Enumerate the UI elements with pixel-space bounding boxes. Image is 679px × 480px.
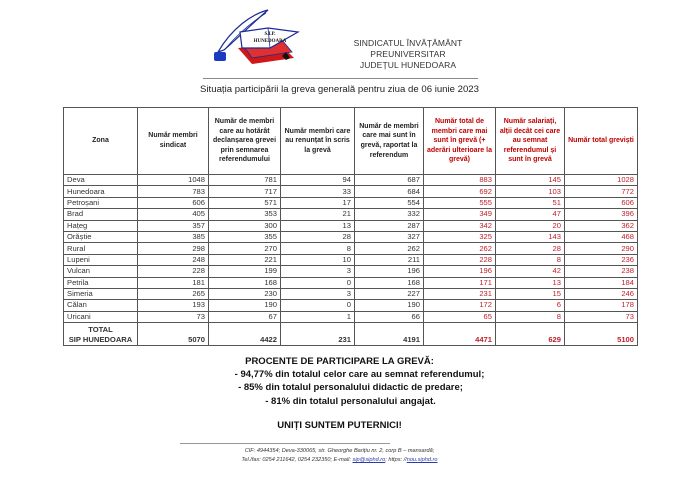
footer-https-label: ; https: //	[385, 457, 407, 463]
table-total-row	[64, 323, 638, 346]
cell-referendum: 230	[209, 288, 281, 299]
header-divider	[203, 78, 478, 79]
organization-name	[318, 38, 498, 71]
table-row	[64, 209, 638, 220]
footer-contact-line	[0, 456, 679, 465]
cell-alti-salariati: 8	[496, 254, 565, 265]
total-referendum: 4422	[209, 323, 281, 346]
cell-zona: Simeria	[64, 288, 138, 299]
cell-total-in-greva: 196	[424, 266, 496, 277]
logo-text-sip: S.I.P.	[264, 32, 276, 37]
table-row	[64, 220, 638, 231]
cell-membri: 181	[138, 277, 209, 288]
cell-total-grevisti: 362	[565, 220, 638, 231]
cell-in-greva: 196	[355, 266, 424, 277]
cell-alti-salariati: 51	[496, 197, 565, 208]
cell-zona: Petroșani	[64, 197, 138, 208]
cell-total-in-greva: 172	[424, 300, 496, 311]
table-row	[64, 197, 638, 208]
cell-in-greva: 66	[355, 311, 424, 322]
cell-referendum: 571	[209, 197, 281, 208]
cell-in-greva: 262	[355, 243, 424, 254]
cell-zona: Hațeg	[64, 220, 138, 231]
table-row	[64, 175, 638, 186]
cell-membri: 265	[138, 288, 209, 299]
column-header-in-greva: Număr de membri care mai sunt în grevă, raportat la referendum	[355, 108, 424, 175]
cell-membri: 248	[138, 254, 209, 265]
email-link[interactable]: sip@siphd.ro	[352, 457, 386, 463]
cell-in-greva: 332	[355, 209, 424, 220]
footer-address: CIF: 4944354; Deva-330065, str. Gheorghe Barițiu nr. 2, corp B – mansardă;	[244, 448, 435, 454]
sip-hunedoara-logo	[212, 8, 302, 66]
cell-alti-salariati: 47	[496, 209, 565, 220]
cell-zona: Vulcan	[64, 266, 138, 277]
cell-alti-salariati: 103	[496, 186, 565, 197]
cell-membri: 298	[138, 243, 209, 254]
cell-referendum: 190	[209, 300, 281, 311]
cell-alti-salariati: 42	[496, 266, 565, 277]
cell-renuntat: 28	[281, 231, 355, 242]
cell-total-grevisti: 246	[565, 288, 638, 299]
cell-renuntat: 21	[281, 209, 355, 220]
cell-in-greva: 684	[355, 186, 424, 197]
cell-alti-salariati: 13	[496, 277, 565, 288]
cell-referendum: 270	[209, 243, 281, 254]
column-header-zona: Zona	[64, 108, 138, 175]
cell-total-in-greva: 171	[424, 277, 496, 288]
cell-alti-salariati: 143	[496, 231, 565, 242]
cell-in-greva: 168	[355, 277, 424, 288]
cell-in-greva: 287	[355, 220, 424, 231]
percentage-item-angajat: - 81% din totalul personalului angajat.	[265, 395, 436, 407]
cell-total-in-greva: 692	[424, 186, 496, 197]
cell-membri: 1048	[138, 175, 209, 186]
cell-total-grevisti: 178	[565, 300, 638, 311]
cell-zona: Petrila	[64, 277, 138, 288]
cell-total-grevisti: 1028	[565, 175, 638, 186]
table-row	[64, 277, 638, 288]
cell-referendum: 168	[209, 277, 281, 288]
cell-referendum: 300	[209, 220, 281, 231]
column-header-referendum: Număr de membri care au hotărât declanșarea grevei prin semnarea referendumului	[209, 108, 281, 175]
strike-participation-table	[63, 107, 638, 346]
cell-total-in-greva: 883	[424, 175, 496, 186]
cell-in-greva: 327	[355, 231, 424, 242]
cell-membri: 385	[138, 231, 209, 242]
cell-total-grevisti: 184	[565, 277, 638, 288]
percentage-item-referendum: - 94,77% din totalul celor care au semnat referendumul;	[234, 369, 485, 381]
website-link[interactable]: nou.siphd.ro	[406, 457, 438, 463]
cell-alti-salariati: 15	[496, 288, 565, 299]
total-label-line-1: TOTAL	[88, 325, 113, 335]
cell-total-grevisti: 772	[565, 186, 638, 197]
cell-zona: Deva	[64, 175, 138, 186]
total-alti-salariati: 629	[496, 323, 565, 346]
cell-referendum: 221	[209, 254, 281, 265]
cell-membri: 783	[138, 186, 209, 197]
column-header-membri: Număr membri sindicat	[138, 108, 209, 175]
table-row	[64, 288, 638, 299]
logo-text-hunedoara: HUNEDOARA	[253, 39, 287, 44]
cell-alti-salariati: 6	[496, 300, 565, 311]
cell-membri: 405	[138, 209, 209, 220]
cell-zona: Călan	[64, 300, 138, 311]
cell-total-grevisti: 236	[565, 254, 638, 265]
cell-membri: 606	[138, 197, 209, 208]
cell-zona: Lupeni	[64, 254, 138, 265]
cell-zona: Orăștie	[64, 231, 138, 242]
cell-renuntat: 0	[281, 300, 355, 311]
cell-total-in-greva: 262	[424, 243, 496, 254]
cell-in-greva: 211	[355, 254, 424, 265]
total-label-line-2: SIP HUNEDOARA	[68, 335, 133, 345]
cell-renuntat: 8	[281, 243, 355, 254]
cell-referendum: 353	[209, 209, 281, 220]
cell-renuntat: 10	[281, 254, 355, 265]
table-row	[64, 243, 638, 254]
document-title: Situația participării la greva generală pentru ziua de 06 iunie 2023	[200, 84, 479, 95]
cell-total-in-greva: 349	[424, 209, 496, 220]
cell-renuntat: 94	[281, 175, 355, 186]
cell-in-greva: 190	[355, 300, 424, 311]
org-line-2: JUDEȚUL HUNEDOARA	[359, 60, 457, 70]
cell-total-in-greva: 231	[424, 288, 496, 299]
percentage-item-didactic: - 85% din totalul personalului didactic de predare;	[238, 382, 463, 394]
cell-renuntat: 13	[281, 220, 355, 231]
column-header-total-grevisti: Număr total greviști	[565, 108, 638, 175]
column-header-total-in-greva: Număr total de membri care mai sunt în grevă (+ aderări ulterioare la grevă)	[424, 108, 496, 175]
cell-referendum: 67	[209, 311, 281, 322]
cell-referendum: 781	[209, 175, 281, 186]
cell-total-in-greva: 555	[424, 197, 496, 208]
table-header-row	[64, 108, 638, 175]
percentages-heading: PROCENTE DE PARTICIPARE LA GREVĂ:	[245, 356, 434, 367]
cell-alti-salariati: 20	[496, 220, 565, 231]
cell-total-grevisti: 396	[565, 209, 638, 220]
cell-total-grevisti: 290	[565, 243, 638, 254]
total-total-in-greva: 4471	[424, 323, 496, 346]
total-label	[64, 323, 138, 346]
cell-zona: Rural	[64, 243, 138, 254]
cell-alti-salariati: 28	[496, 243, 565, 254]
cell-membri: 193	[138, 300, 209, 311]
cell-total-in-greva: 228	[424, 254, 496, 265]
cell-in-greva: 554	[355, 197, 424, 208]
cell-total-in-greva: 325	[424, 231, 496, 242]
cell-membri: 228	[138, 266, 209, 277]
table-row	[64, 186, 638, 197]
table-row	[64, 311, 638, 322]
cell-zona: Hunedoara	[64, 186, 138, 197]
footer-phone: Tel./fax: 0254 211642, 0254 232350; E-mail:	[241, 457, 353, 463]
cell-renuntat: 17	[281, 197, 355, 208]
slogan: UNIȚI SUNTEM PUTERNICI!	[277, 420, 402, 431]
cell-membri: 73	[138, 311, 209, 322]
cell-renuntat: 3	[281, 266, 355, 277]
cell-alti-salariati: 145	[496, 175, 565, 186]
cell-total-grevisti: 238	[565, 266, 638, 277]
table-row	[64, 231, 638, 242]
participation-percentages	[0, 355, 679, 408]
cell-renuntat: 33	[281, 186, 355, 197]
cell-total-in-greva: 342	[424, 220, 496, 231]
cell-renuntat: 1	[281, 311, 355, 322]
cell-referendum: 199	[209, 266, 281, 277]
cell-renuntat: 0	[281, 277, 355, 288]
table-row	[64, 300, 638, 311]
cell-referendum: 717	[209, 186, 281, 197]
footer-contact	[0, 447, 679, 465]
total-renuntat: 231	[281, 323, 355, 346]
cell-referendum: 355	[209, 231, 281, 242]
cell-zona: Uricani	[64, 311, 138, 322]
cell-membri: 357	[138, 220, 209, 231]
cell-total-in-greva: 65	[424, 311, 496, 322]
cell-in-greva: 687	[355, 175, 424, 186]
footer-divider	[180, 443, 390, 444]
cell-total-grevisti: 468	[565, 231, 638, 242]
cell-alti-salariati: 8	[496, 311, 565, 322]
column-header-renuntat: Număr membri care au renunțat în scris la grevă	[281, 108, 355, 175]
table-row	[64, 254, 638, 265]
cell-renuntat: 3	[281, 288, 355, 299]
total-total-grevisti: 5100	[565, 323, 638, 346]
column-header-alti-salariati: Număr salariați, alții decât cei care au semnat referendumul și sunt în grevă	[496, 108, 565, 175]
cell-total-grevisti: 73	[565, 311, 638, 322]
org-line-1: SINDICATUL ÎNVĂȚĂMÂNT PREUNIVERSITAR	[353, 38, 463, 59]
total-in-greva: 4191	[355, 323, 424, 346]
cell-zona: Brad	[64, 209, 138, 220]
table-row	[64, 266, 638, 277]
cell-total-grevisti: 606	[565, 197, 638, 208]
total-membri: 5070	[138, 323, 209, 346]
cell-in-greva: 227	[355, 288, 424, 299]
